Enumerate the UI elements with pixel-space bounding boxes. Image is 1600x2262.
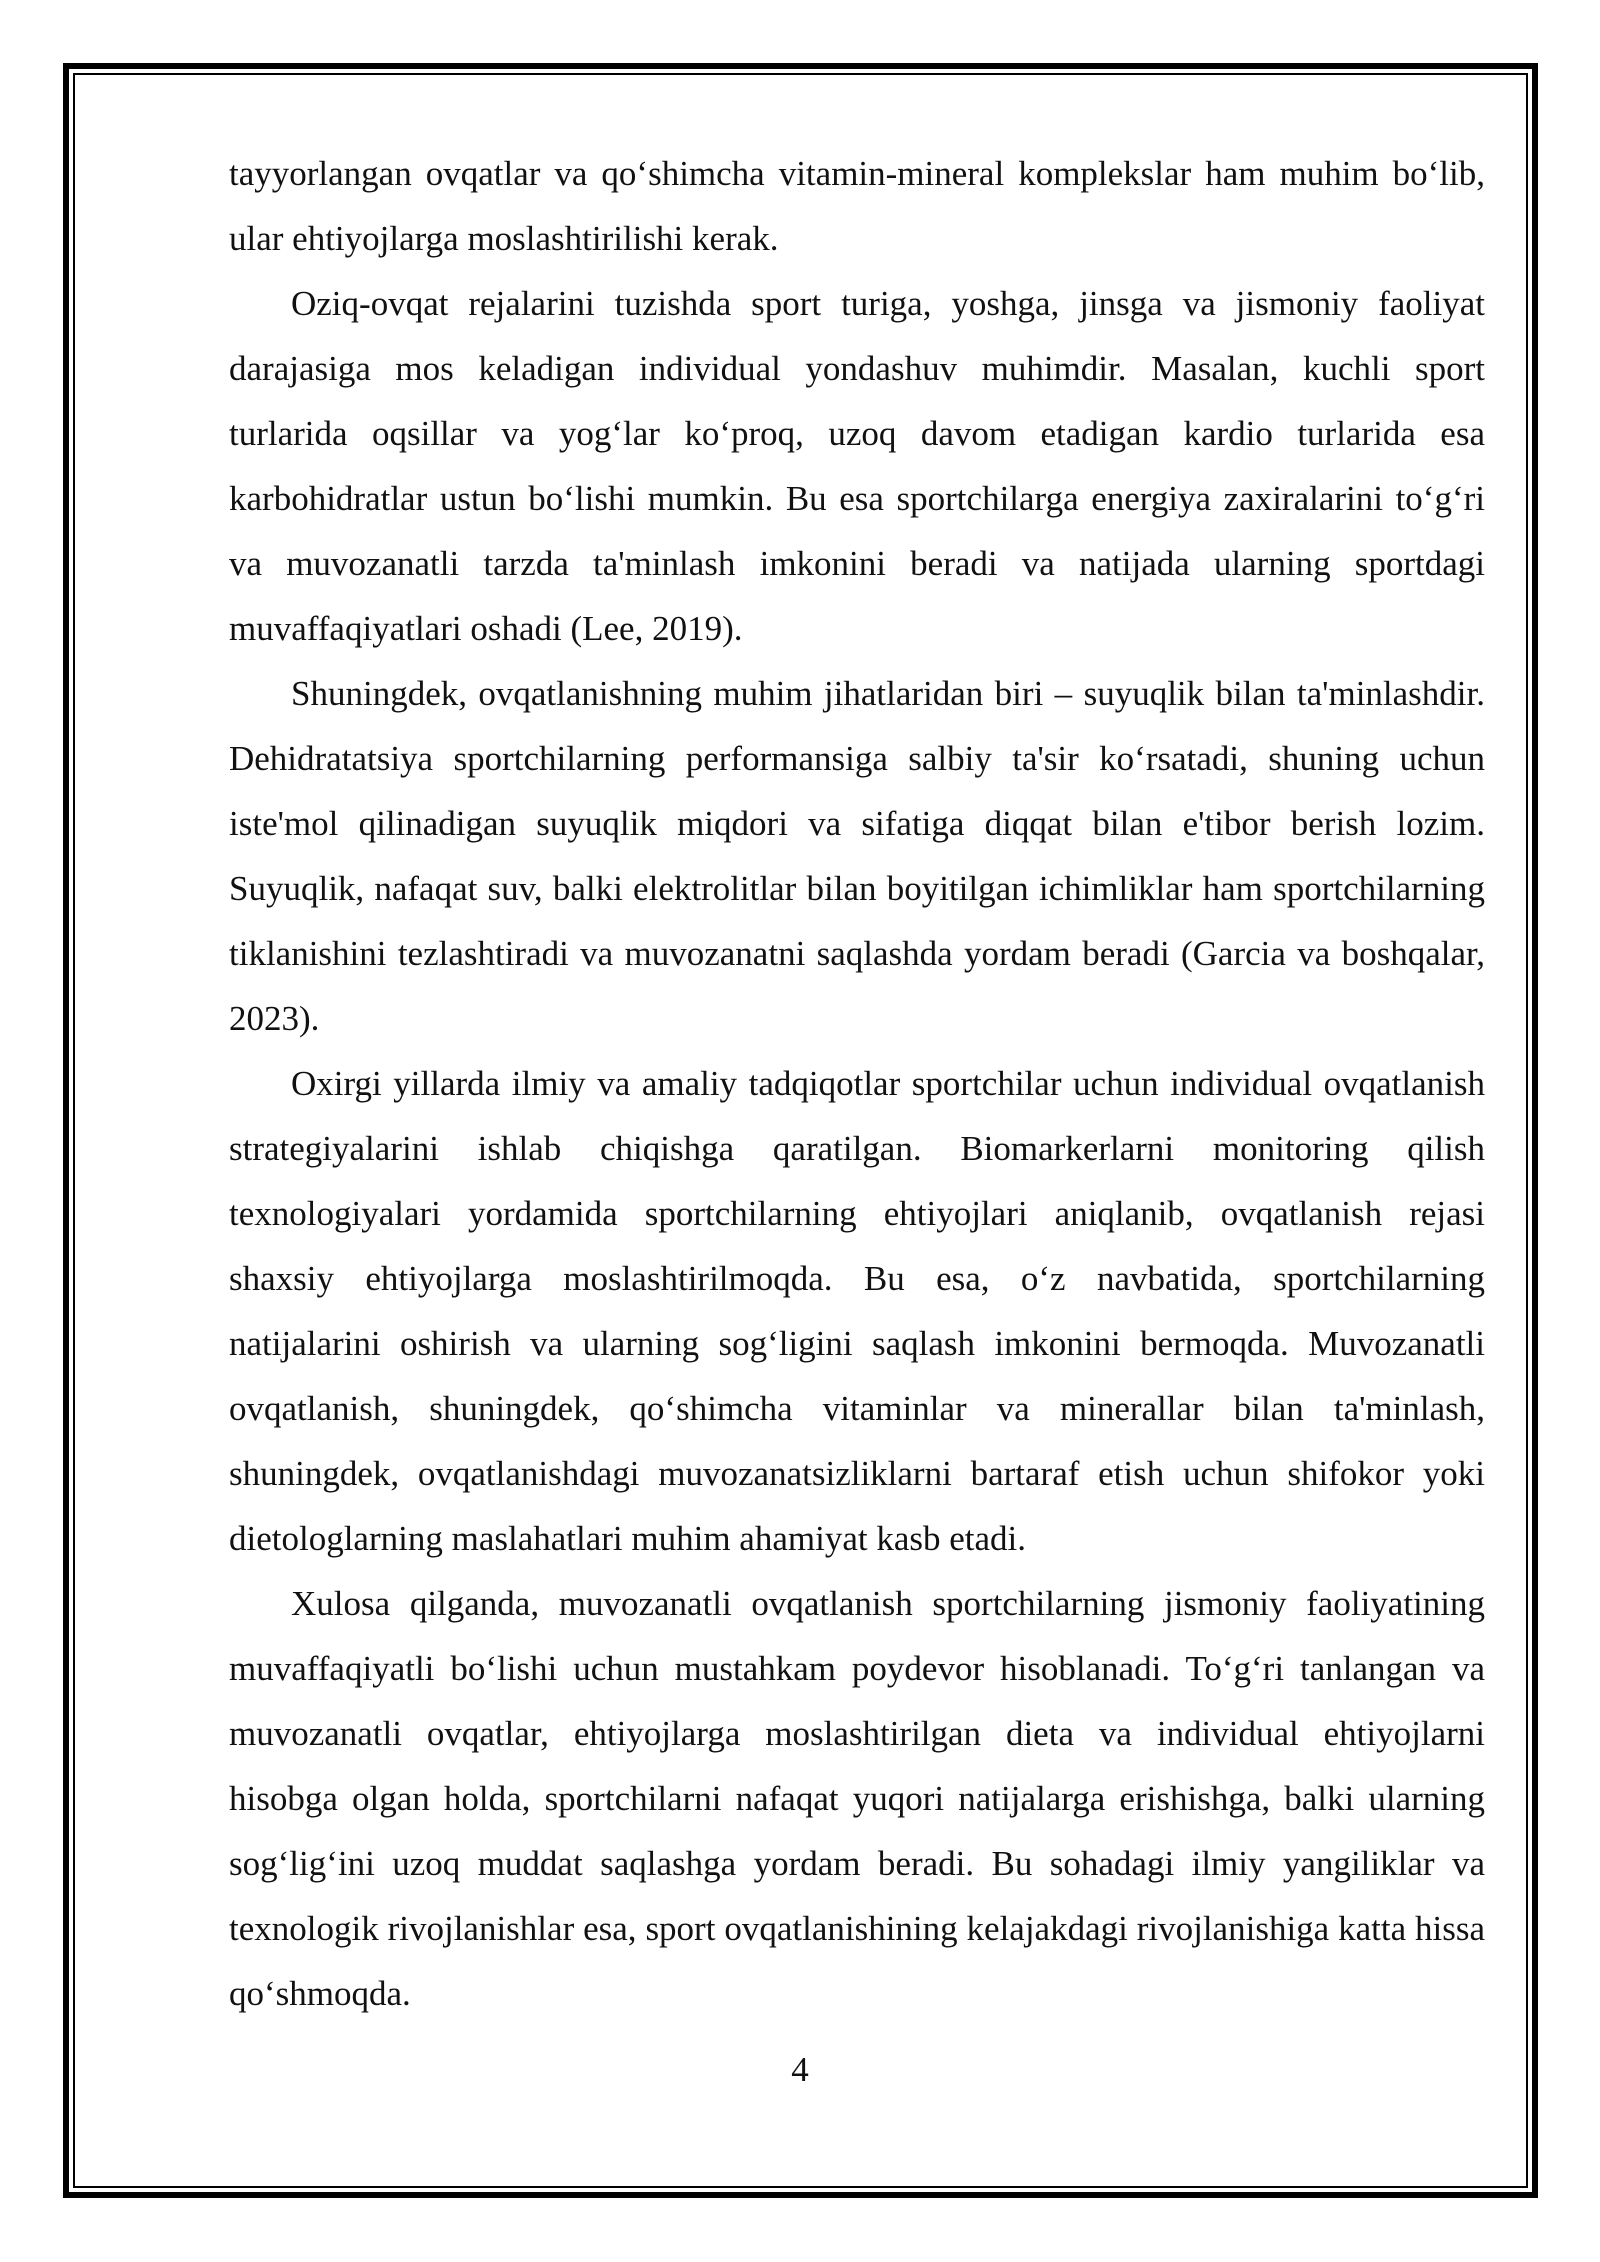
document-body [229,141,1485,2026]
paragraph-research: Oxirgi yillarda ilmiy va amaliy tadqiqotlar sportchilar uchun individual ovqatlanish strategiyalarini ishlab chiqishga qaratilgan. Biomarkerlarni monitoring qilish texnologiyalari yordamida sportchilarning ehtiyojlari aniqlanib, ovqatlanish rejasi shaxsiy ehtiyojlarga moslashtirilmoqda. Bu esa, o‘z navbatida, sportchilarning natijalarini oshirish va ularning sog‘ligini saqlash imkonini bermoqda. Muvozanatli ovqatlanish, shuningdek, qo‘shimcha vitaminlar va minerallar bilan ta'minlash, shuningdek, ovqatlanishdagi muvozanatsizliklarni bartaraf etish uchun shifokor yoki dietologlarning maslahatlari muhim ahamiyat kasb etadi. [229,1064,1485,1558]
paragraph-hydration: Shuningdek, ovqatlanishning muhim jihatlaridan biri – suyuqlik bilan ta'minlashdir. Dehidratatsiya sportchilarning performansiga salbiy ta'sir ko‘rsatadi, shuning uchun iste'mol qilinadigan suyuqlik miqdori va sifatiga diqqat bilan e'tibor berish lozim. Suyuqlik, nafaqat suv, balki elektrolitlar bilan boyitilgan ichimliklar ham sportchilarning tiklanishini tezlashtiradi va muvozanatni saqlashda yordam beradi (Garcia va boshqalar, 2023). [229,674,1485,1038]
paragraph-conclusion: Xulosa qilganda, muvozanatli ovqatlanish sportchilarning jismoniy faoliyatining muvaffaqiyatli bo‘lishi uchun mustahkam poydevor hisoblanadi. To‘g‘ri tanlangan va muvozanatli ovqatlar, ehtiyojlarga moslashtirilgan dieta va individual ehtiyojlarni hisobga olgan holda, sportchilarni nafaqat yuqori natijalarga erishishga, balki ularning sog‘lig‘ini uzoq muddat saqlashga yordam beradi. Bu sohadagi ilmiy yangiliklar va texnologik rivojlanishlar esa, sport ovqatlanishining kelajakdagi rivojlanishiga katta hissa qo‘shmoqda. [229,1584,1485,2013]
page-number: 4 [791,2050,809,2089]
paragraph-nutrition-plans: Oziq-ovqat rejalarini tuzishda sport turiga, yoshga, jinsga va jismoniy faoliyat darajasiga mos keladigan individual yondashuv muhimdir. Masalan, kuchli sport turlarida oqsillar va yog‘lar ko‘proq, uzoq davom etadigan kardio turlarida esa karbohidratlar ustun bo‘lishi mumkin. Bu esa sportchilarga energiya zaxiralarini to‘g‘ri va muvozanatli tarzda ta'minlash imkonini beradi va natijada ularning sportdagi muvaffaqiyatlari oshadi (Lee, 2019). [229,284,1485,648]
paragraph-continuation: tayyorlangan ovqatlar va qo‘shimcha vitamin-mineral komplekslar ham muhim bo‘lib, ular ehtiyojlarga moslashtirilishi kerak. [229,154,1485,258]
